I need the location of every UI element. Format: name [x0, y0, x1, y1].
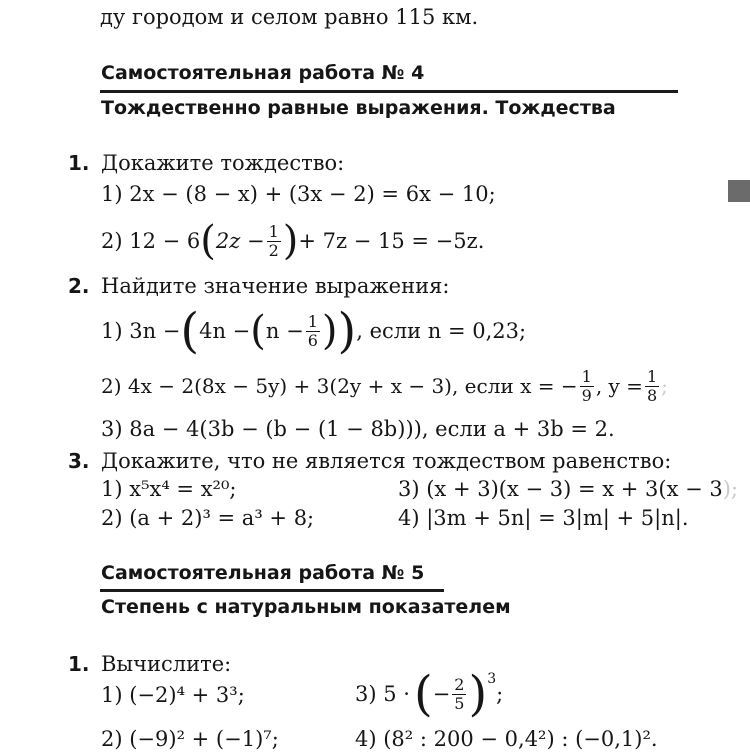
task2-number: 2.: [68, 274, 90, 298]
task2-item3: 3) 8a − 4(3b − (b − (1 − 8b))), если a + 3b = 2.: [101, 417, 615, 441]
task3-number: 3.: [68, 449, 90, 473]
task1-prompt: Докажите тождество:: [101, 151, 345, 175]
paren-open: (: [250, 308, 266, 354]
fraction-numerator: 1: [268, 221, 279, 241]
task3-item3: [398, 476, 738, 502]
work5-task1-item1: 1) (−2)⁴ + 3³;: [101, 683, 245, 707]
fraction: [645, 368, 659, 405]
fraction-denominator: 2: [268, 240, 279, 260]
fraction: [452, 676, 466, 713]
task1-item2: [101, 216, 484, 266]
fraction: [267, 223, 281, 260]
top-line: ду городом и селом равно 115 км.: [100, 5, 479, 29]
task3-prompt: Докажите, что не является тождеством равенство:: [101, 449, 672, 473]
task2-item1-c: n −: [265, 319, 304, 343]
fraction-denominator: 6: [307, 330, 318, 350]
task2-item1: [101, 300, 526, 362]
task3-item3-tail: );: [722, 477, 739, 501]
task2-item2-tail: ;: [661, 374, 668, 398]
task3-item1: 1) x⁵x⁴ = x²⁰;: [101, 477, 237, 501]
work5-subtitle: Самостоятельная работа № 5: [101, 562, 425, 584]
fraction-numerator: 1: [307, 311, 318, 331]
paren-close: ): [468, 666, 488, 722]
fraction: [306, 313, 320, 350]
fraction-numerator: 1: [581, 366, 592, 386]
task3-item3-text: 3) (x + 3)(x − 3) = x + 3(x − 3: [398, 477, 723, 501]
work5-item3-a: 3) 5 ·: [355, 682, 410, 706]
task1-item1: 1) 2x − (8 − x) + (3x − 2) = 6x − 10;: [101, 182, 496, 206]
work5-task1-item2: 2) (−9)² + (−1)⁷;: [101, 727, 279, 751]
task2-item1-tail: , если n = 0,23;: [356, 319, 527, 343]
work5-rule: [100, 589, 444, 592]
work5-item3-exponent: 3: [487, 671, 497, 687]
fraction-numerator: 2: [454, 674, 465, 694]
task1-item2-after: + 7z − 15 = −5z.: [298, 229, 485, 253]
task1-item2-inner: 2z −: [215, 229, 265, 253]
task2-prompt: Найдите значение выражения:: [101, 274, 450, 298]
page-edge-tab: [728, 180, 750, 202]
work5-title: Степень с натуральным показателем: [101, 596, 511, 618]
task2-item1-a: 1) 3n −: [101, 319, 181, 343]
work5-task1-item3: [355, 664, 503, 724]
fraction: [580, 368, 594, 405]
work5-task1-number: 1.: [68, 652, 90, 676]
work4-rule: [100, 90, 678, 93]
paren-open: (: [413, 666, 433, 722]
paren-close: ): [321, 308, 338, 354]
work4-title: Тождественно равные выражения. Тождества: [101, 97, 616, 119]
work5-item3-tail: ;: [496, 682, 504, 706]
paren-open: (: [180, 303, 200, 359]
task2-item1-b: 4n −: [199, 319, 251, 343]
task2-item2-a: 2) 4x − 2(8x − 5y) + 3(2y + x − 3), если x = −: [101, 374, 578, 398]
fraction-denominator: 5: [454, 693, 465, 713]
task1-number: 1.: [68, 151, 90, 175]
paren-open: (: [200, 218, 216, 264]
task1-item2-before: 2) 12 − 6: [101, 229, 201, 253]
paren-close: ): [282, 218, 299, 264]
work5-task1-prompt: Вычислите:: [101, 652, 232, 676]
paren-close: ): [337, 303, 357, 359]
work5-item3-minus: −: [432, 682, 451, 706]
task3-item4: 4) |3m + 5n| = 3|m| + 5|n|.: [398, 506, 689, 530]
task2-item2-mid: , y =: [595, 374, 643, 398]
work4-subtitle: Самостоятельная работа № 4: [101, 62, 425, 84]
task2-item2: [101, 362, 668, 410]
task3-item2: 2) (a + 2)³ = a³ + 8;: [101, 506, 315, 530]
fraction-numerator: 1: [646, 366, 658, 386]
fraction-denominator: 8: [646, 385, 658, 405]
fraction-denominator: 9: [581, 385, 592, 405]
work5-task1-item4: 4) (8² : 200 − 0,4²) : (−0,1)².: [355, 727, 658, 751]
